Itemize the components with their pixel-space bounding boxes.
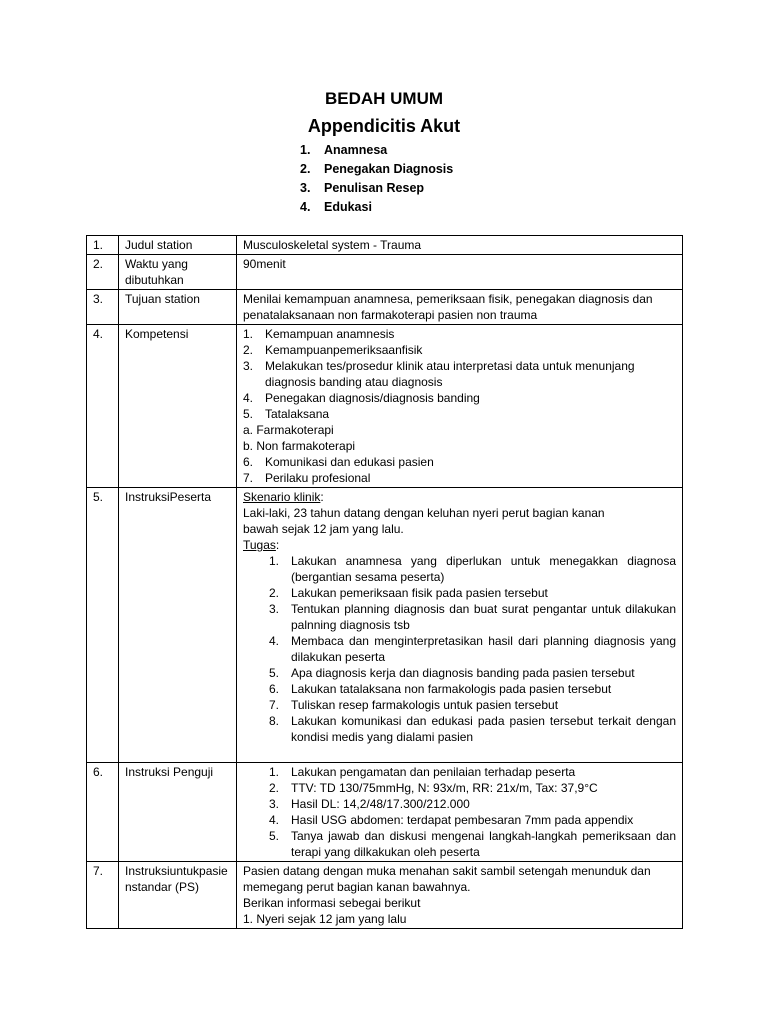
list-item: 2. Kemampuanpemeriksaanfisik	[243, 343, 423, 357]
row-number: 4.	[87, 325, 119, 488]
table-row	[87, 325, 683, 488]
table-row	[87, 236, 683, 255]
list-item: 8. Lakukan komunikasi dan edukasi pada pasien tersebut terkait dengan kondisi medis yang dialami pasien	[268, 714, 676, 744]
competency-list	[243, 454, 676, 486]
list-item: 4. Edukasi	[300, 200, 372, 214]
list-item: 3. Melakukan tes/prosedur klinik atau interpretasi data untuk menunjang diagnosis banding atau diagnosis	[243, 359, 635, 389]
row-label: Kompetensi	[119, 325, 237, 488]
row-content	[237, 763, 683, 862]
list-item: 3. Hasil DL: 14,2/48/17.300/212.000	[268, 797, 470, 811]
tasks-heading: Tugas:	[243, 538, 280, 552]
list-item: 4. Membaca dan menginterpretasikan hasil dari planning diagnosis yang dilakukan peserta	[268, 634, 676, 664]
list-item: 1. Lakukan pengamatan dan penilaian terhadap peserta	[268, 765, 576, 779]
row-label: Waktu yang dibutuhkan	[119, 255, 237, 290]
list-item: 5. Tatalaksana	[243, 407, 330, 421]
document-title: BEDAH UMUM	[324, 89, 444, 108]
row-number: 2.	[87, 255, 119, 290]
task-list	[243, 553, 676, 745]
document-subtitle: Appendicitis Akut	[307, 116, 461, 136]
row-label: InstruksiPeserta	[119, 488, 237, 763]
station-table	[86, 235, 683, 929]
row-content	[237, 862, 683, 929]
row-label: Instruksiuntukpasienstandar (PS)	[119, 862, 237, 929]
scenario-heading: Skenario klinik:	[243, 490, 324, 504]
row-content: Musculoskeletal system - Trauma	[237, 236, 683, 255]
row-content: Menilai kemampuan anamnesa, pemeriksaan fisik, penegakan diagnosis dan penatalaksanaan non farmakoterapi pasien non trauma	[237, 290, 683, 325]
outline-list	[300, 141, 453, 217]
row-number: 7.	[87, 862, 119, 929]
row-number: 3.	[87, 290, 119, 325]
list-item: 4. Penegakan diagnosis/diagnosis banding	[243, 391, 480, 405]
list-item: 7. Tuliskan resep farmakologis untuk pasien tersebut	[268, 698, 559, 712]
row-label: Judul station	[119, 236, 237, 255]
list-item: 1. Lakukan anamnesa yang diperlukan untuk menegakkan diagnosa (bergantian sesama peserta)	[268, 554, 676, 584]
row-number: 6.	[87, 763, 119, 862]
row-label: Instruksi Penguji	[119, 763, 237, 862]
list-item: 4. Hasil USG abdomen: terdapat pembesaran 7mm pada appendix	[268, 813, 634, 827]
list-item: 6. Komunikasi dan edukasi pasien	[243, 455, 434, 469]
list-item: 3. Tentukan planning diagnosis dan buat surat pengantar untuk dilakukan palnning diagnosis tsb	[268, 602, 676, 632]
ps-text: Berikan informasi sebegai berikut	[243, 896, 421, 910]
list-item: 3. Penulisan Resep	[300, 181, 425, 195]
row-content: 90menit	[237, 255, 683, 290]
row-content	[237, 325, 683, 488]
row-number: 5.	[87, 488, 119, 763]
row-label: Tujuan station	[119, 290, 237, 325]
scenario-text: Laki-laki, 23 tahun datang dengan keluhan nyeri perut bagian kanan bawah sejak 12 jam yang lalu.	[243, 506, 605, 536]
table-row	[87, 290, 683, 325]
list-item: 5. Tanya jawab dan diskusi mengenai langkah-langkah pemeriksaan dan terapi yang dilkakukan oleh peserta	[268, 829, 676, 859]
table-row	[87, 763, 683, 862]
list-item: 7. Perilaku profesional	[243, 471, 371, 485]
list-item: 1. Anamnesa	[300, 143, 388, 157]
table-row	[87, 862, 683, 929]
list-item: 2. Penegakan Diagnosis	[300, 162, 454, 176]
list-item: 5. Apa diagnosis kerja dan diagnosis banding pada pasien tersebut	[268, 666, 635, 680]
list-item: 6. Lakukan tatalaksana non farmakologis pada pasien tersebut	[268, 682, 612, 696]
competency-list	[243, 326, 676, 422]
table-row	[87, 488, 683, 763]
row-number: 1.	[87, 236, 119, 255]
ps-text: Pasien datang dengan muka menahan sakit sambil setengah menunduk dan memegang perut bagian kanan bawahnya.	[243, 864, 651, 894]
examiner-list	[243, 764, 676, 860]
sub-item: a. Farmakoterapi	[243, 423, 334, 437]
table-row	[87, 255, 683, 290]
row-content	[237, 488, 683, 763]
list-item: 1. Kemampuan anamnesis	[243, 327, 395, 341]
ps-text: 1. Nyeri sejak 12 jam yang lalu	[243, 912, 407, 926]
sub-item: b. Non farmakoterapi	[243, 439, 356, 453]
list-item: 2. TTV: TD 130/75mmHg, N: 93x/m, RR: 21x/m, Tax: 37,9°C	[268, 781, 598, 795]
list-item: 2. Lakukan pemeriksaan fisik pada pasien tersebut	[268, 586, 548, 600]
